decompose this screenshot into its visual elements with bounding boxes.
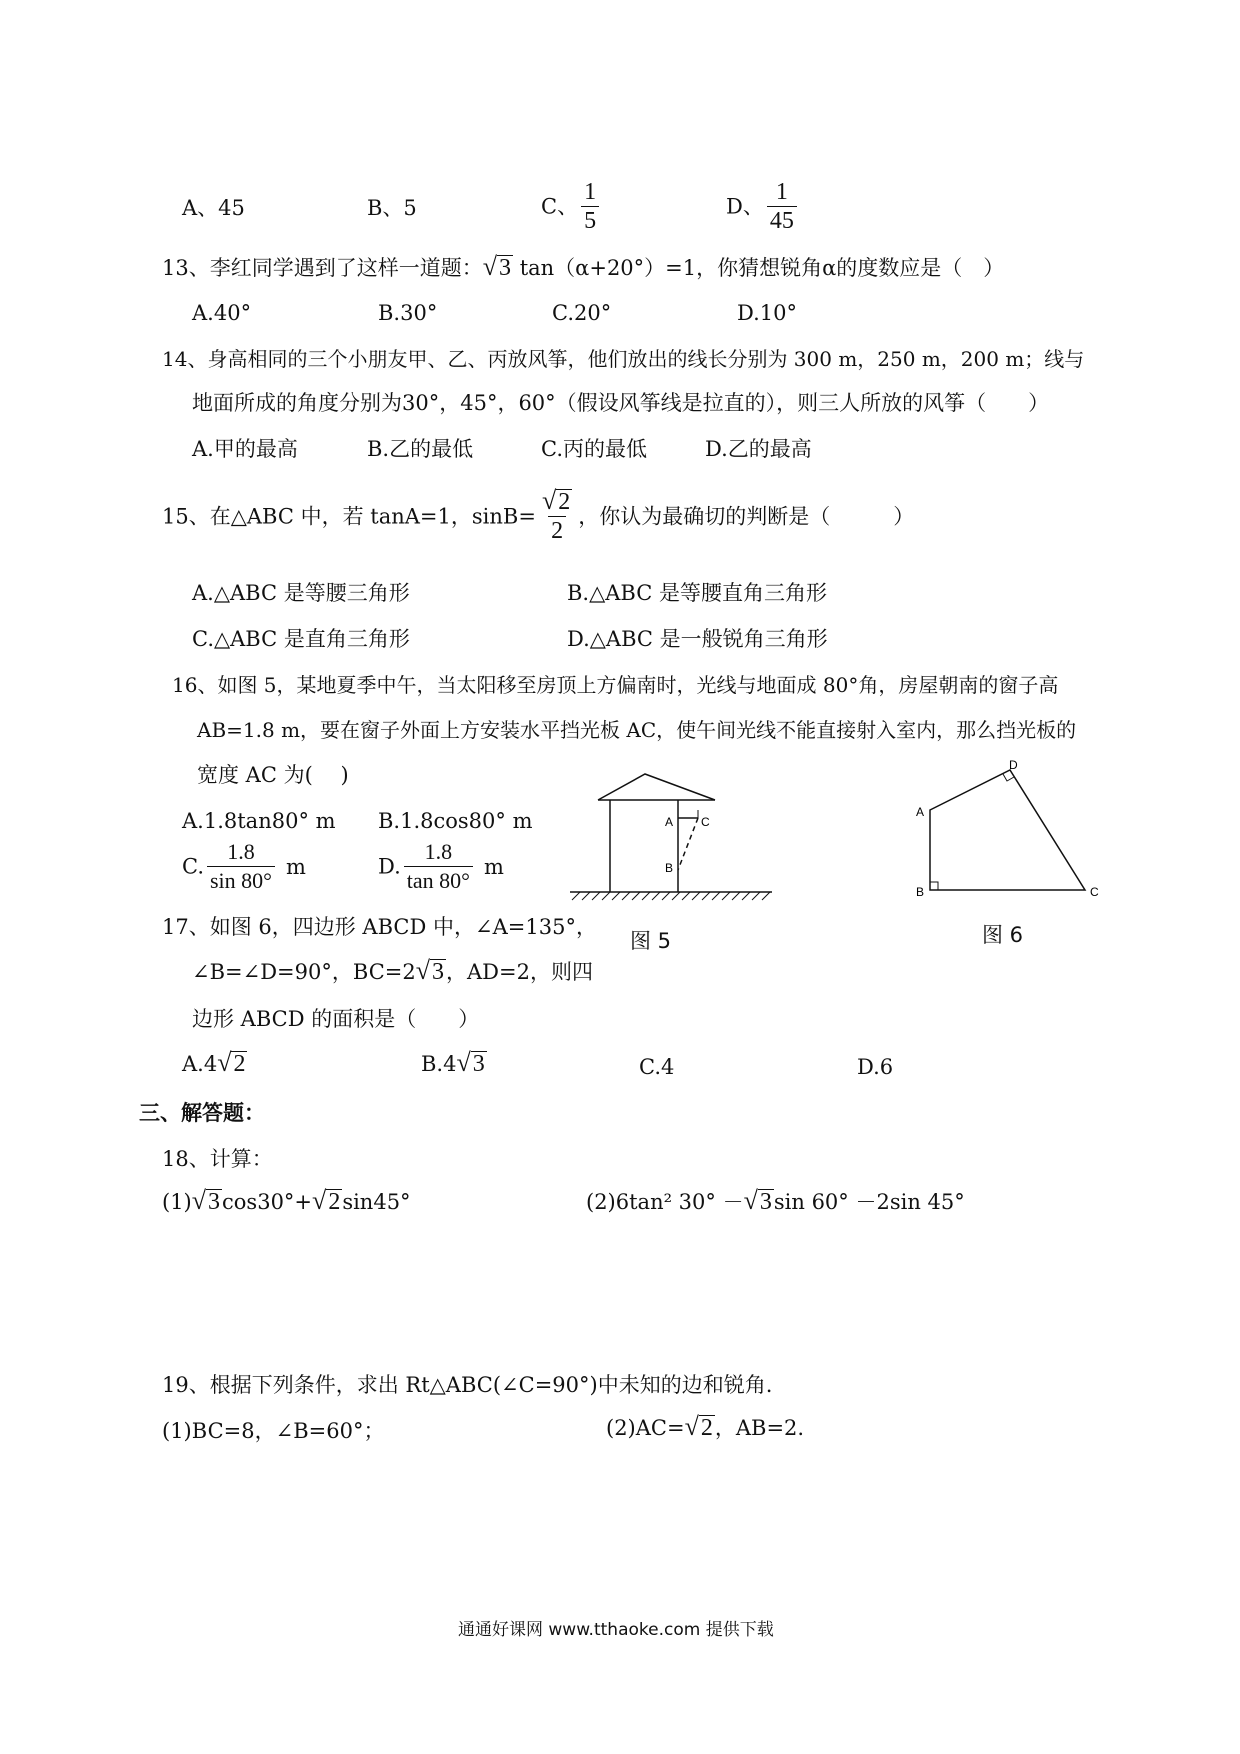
q16-option-c: C. $\frac{1.8}{\sin 80^\circ}$ m (182, 839, 306, 893)
q15-option-b: B.△ABC 是等腰直角三角形 (567, 581, 827, 605)
q13-option-a: A.40° (192, 301, 252, 325)
page-footer: 通通好课网 www.tthaoke.com 提供下载 (458, 1620, 774, 1640)
q16-option-b: B.1.8cos80° m (378, 809, 533, 833)
figure-5 (560, 760, 780, 910)
fig5-label-a: A (665, 815, 674, 829)
q17-option-a: A.4 √ 2 (182, 1048, 246, 1077)
q15-stem: 15、在△ABC 中，若 tanA=1，sinB= √ 2 2 ，你认为最确切的判断是（ ） (162, 486, 915, 544)
q13-option-c: C.20° (552, 301, 612, 325)
q17-line-2: ∠B=∠D=90°，BC=2 √ 3 ，AD=2，则四 (192, 956, 593, 985)
q14-option-b: B.乙的最低 (367, 437, 474, 461)
figure-6 (910, 760, 1110, 910)
q14-option-c: C.丙的最低 (541, 437, 647, 461)
fig5-label-c: C (701, 815, 710, 829)
q16-line-3: 宽度 AC 为( ) (197, 763, 349, 787)
q14-option-a: A.甲的最高 (192, 437, 298, 461)
q18-part-1: (1) √ 3 cos30°+ √ 2 sin45° (162, 1186, 411, 1215)
q16-option-d: D. $\frac{1.8}{\tan 80^\circ}$ m (378, 839, 504, 893)
q14-line-1: 14、身高相同的三个小朋友甲、乙、丙放风筝，他们放出的线长分别为 300 m，250 m，200 m；线与 (162, 347, 1085, 371)
q13-stem: 13、李红同学遇到了这样一道题： √ 3 tan（α+20°）=1，你猜想锐角α的度数应是（ ） (162, 252, 1005, 281)
q19-part-1: (1)BC=8，∠B=60°； (162, 1419, 385, 1443)
q17-option-b: B.4 √ 3 (421, 1048, 485, 1077)
q13-option-d: D.10° (737, 301, 797, 325)
section-title: 三、解答题： (139, 1101, 265, 1125)
q16-line-1: 16、如图 5，某地夏季中午，当太阳移至房顶上方偏南时，光线与地面成 80°角，房屋朝南的窗子高 (172, 673, 1059, 697)
q14-option-d: D.乙的最高 (705, 437, 812, 461)
figure-6-caption: 图 6 (982, 923, 1024, 947)
q16-line-2: AB=1.8 m，要在窗子外面上方安装水平挡光板 AC，使午间光线不能直接射入室内，那么挡光板的 (197, 718, 1077, 742)
q17-line-3: 边形 ABCD 的面积是（ ） (192, 1007, 480, 1031)
q18-title: 18、计算： (162, 1147, 273, 1171)
q15-option-c: C.△ABC 是直角三角形 (192, 627, 410, 651)
q12-option-c: C、 $\frac{1}{5}$ (541, 178, 602, 235)
fig6-label-d: D (1009, 760, 1018, 772)
q17-option-c: C.4 (639, 1055, 675, 1079)
q12-option-b: B、5 (367, 196, 417, 220)
q18-part-2: (2)6tan² 30° － √ 3 sin 60° －2sin 45° (586, 1186, 965, 1215)
q14-line-2: 地面所成的角度分别为30°，45°，60°（假设风筝线是拉直的），则三人所放的风筝（ ） (192, 391, 1050, 415)
fig6-label-a: A (916, 805, 925, 819)
fig5-label-b: B (665, 861, 674, 875)
q12-option-a: A、45 (182, 196, 245, 220)
q15-option-a: A.△ABC 是等腰三角形 (192, 581, 410, 605)
q12-option-d: D、 $\frac{1}{45}$ (726, 178, 800, 235)
q17-line-1: 17、如图 6，四边形 ABCD 中，∠A=135°， (162, 915, 597, 939)
fig6-label-c: C (1090, 885, 1099, 899)
q16-option-a: A.1.8tan80° m (182, 809, 336, 833)
q19-title: 19、根据下列条件，求出 Rt△ABC(∠C=90°)中未知的边和锐角. (162, 1373, 773, 1397)
q19-part-2: (2)AC= √ 2 ，AB=2. (606, 1412, 805, 1441)
q17-option-d: D.6 (857, 1055, 894, 1079)
q13-option-b: B.30° (378, 301, 438, 325)
figure-5-caption: 图 5 (630, 929, 672, 953)
q15-option-d: D.△ABC 是一般锐角三角形 (567, 627, 828, 651)
fig6-label-b: B (916, 885, 925, 899)
